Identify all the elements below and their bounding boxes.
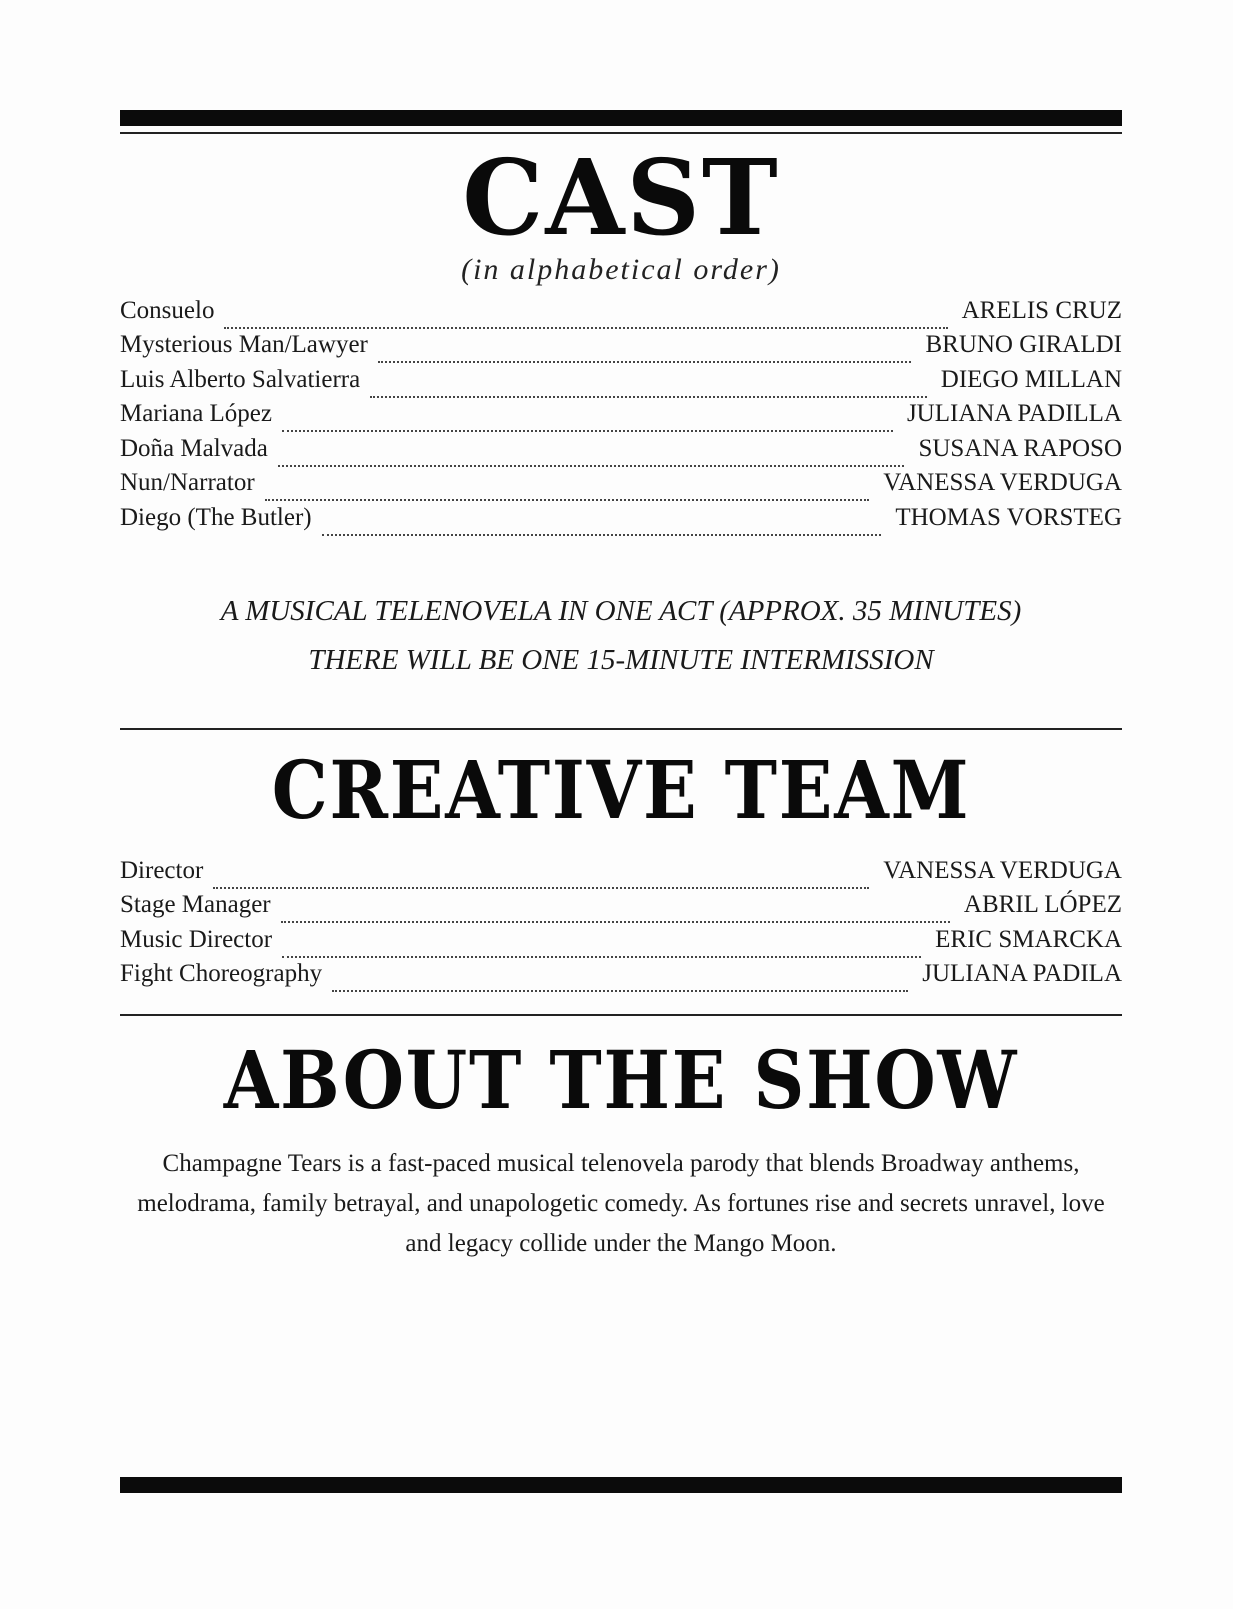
cast-subtitle: (in alphabetical order) bbox=[461, 253, 781, 286]
role-label: Nun/Narrator bbox=[120, 469, 255, 496]
credit-row bbox=[120, 428, 1122, 463]
performer-name: VANESSA VERDUGA bbox=[883, 856, 1122, 884]
credit-row bbox=[120, 325, 1122, 360]
show-info bbox=[120, 587, 1122, 685]
creative-heading: CREATIVE TEAM bbox=[271, 743, 971, 837]
credit-row bbox=[120, 290, 1122, 325]
about-body: Champagne Tears is a fast-paced musical telenovela parody that blends Broadway anthems, melodrama, family betrayal, and unapologetic comedy. As fortunes rise and secrets unravel, love and legacy collide under the Mango Moon. bbox=[137, 1150, 1105, 1257]
role-label: Doña Malvada bbox=[120, 434, 268, 462]
dot-leader bbox=[378, 361, 912, 363]
credit-row bbox=[120, 919, 1122, 954]
role-label: Stage Manager bbox=[120, 891, 271, 918]
top-thin-rule bbox=[120, 132, 1122, 134]
dot-leader bbox=[213, 887, 869, 889]
role-label: Fight Choreography bbox=[120, 960, 323, 987]
dot-leader bbox=[370, 396, 927, 398]
performer-name: ABRIL LÓPEZ bbox=[963, 891, 1122, 918]
about-heading: ABOUT THE SHOW bbox=[223, 1033, 1019, 1127]
performer-name: VANESSA VERDUGA bbox=[883, 469, 1122, 496]
credit-row bbox=[120, 463, 1122, 498]
dot-leader bbox=[322, 534, 882, 536]
performer-name: JULIANA PADILA bbox=[922, 960, 1122, 987]
performer-name: ARELIS CRUZ bbox=[961, 296, 1122, 324]
dot-leader bbox=[265, 499, 870, 501]
dot-leader bbox=[278, 465, 905, 467]
creative-divider bbox=[120, 728, 1122, 730]
credit-row bbox=[120, 850, 1122, 885]
role-label: Luis Alberto Salvatierra bbox=[120, 365, 361, 393]
dot-leader bbox=[281, 921, 950, 923]
dot-leader bbox=[224, 327, 947, 329]
credit-row bbox=[120, 954, 1122, 989]
dot-leader bbox=[282, 956, 921, 958]
creative-list bbox=[120, 850, 1122, 988]
dot-leader bbox=[282, 430, 893, 432]
cast-list bbox=[120, 290, 1122, 532]
role-label: Diego (The Butler) bbox=[120, 503, 312, 531]
top-thick-rule bbox=[120, 110, 1122, 126]
credit-row bbox=[120, 497, 1122, 532]
role-label: Consuelo bbox=[120, 296, 215, 324]
performer-name: DIEGO MILLAN bbox=[940, 365, 1122, 393]
bottom-thick-rule bbox=[120, 1477, 1122, 1493]
program-page bbox=[120, 0, 1122, 1609]
dot-leader bbox=[332, 990, 908, 992]
intermission-line: THERE WILL BE ONE 15-MINUTE INTERMISSION bbox=[308, 644, 934, 676]
role-label: Director bbox=[120, 856, 204, 884]
cast-heading: CAST bbox=[462, 136, 780, 259]
role-label: Mysterious Man/Lawyer bbox=[120, 331, 368, 358]
credit-row bbox=[120, 394, 1122, 429]
show-length-line: A MUSICAL TELENOVELA IN ONE ACT (APPROX. 35 MINUTES) bbox=[220, 595, 1022, 627]
performer-name: THOMAS VORSTEG bbox=[895, 503, 1122, 531]
role-label: Music Director bbox=[120, 925, 273, 953]
performer-name: SUSANA RAPOSO bbox=[918, 434, 1122, 462]
performer-name: JULIANA PADILLA bbox=[906, 400, 1122, 427]
about-divider bbox=[120, 1014, 1122, 1016]
performer-name: ERIC SMARCKA bbox=[935, 925, 1122, 953]
credit-row bbox=[120, 885, 1122, 920]
role-label: Mariana López bbox=[120, 400, 273, 427]
performer-name: BRUNO GIRALDI bbox=[925, 331, 1122, 358]
credit-row bbox=[120, 359, 1122, 394]
